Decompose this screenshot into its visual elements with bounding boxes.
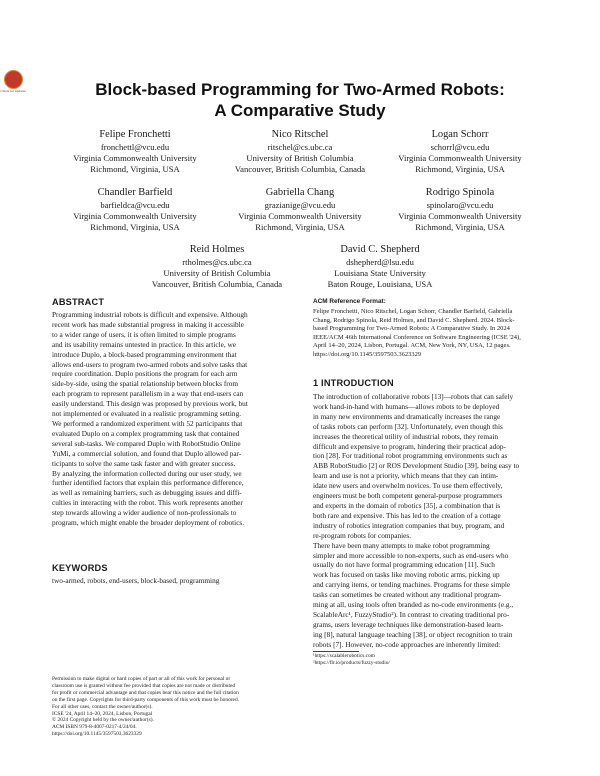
introduction-heading: 1 INTRODUCTION: [313, 378, 394, 388]
author-location: Richmond, Virginia, USA: [90, 222, 180, 233]
introduction-line: grams, users leverage techniques like demonstration-based learn-: [313, 619, 504, 629]
author-block: [210, 128, 390, 176]
abstract-line: step towards allowing a wider audience of non-professionals to: [52, 508, 237, 518]
author-block: [127, 243, 307, 291]
introduction-line: of tasks robots can perform [32]. Unfortunately, even though this: [313, 421, 503, 431]
author-affiliation: Virginia Commonwealth University: [73, 153, 197, 164]
permission-line: on the first page. Copyrights for third-party components of this work must be honored.: [52, 696, 239, 703]
author-affiliation: University of British Columbia: [163, 268, 271, 279]
author-email: barfieldca@vcu.edu: [100, 200, 170, 210]
paper-title: [60, 80, 540, 121]
author-affiliation: Louisiana State University: [334, 268, 426, 279]
abstract-line: ticipants to solve the same task faster and with greater success.: [52, 458, 236, 468]
acm-reference-heading: ACM Reference Format:: [313, 298, 386, 305]
author-affiliation: Virginia Commonwealth University: [238, 211, 362, 222]
abstract-line: to a wider range of users, it is often limited to simple programs: [52, 329, 236, 339]
author-email: fronchettl@vcu.edu: [100, 142, 170, 152]
author-location: Richmond, Virginia, USA: [255, 222, 345, 233]
acm-reference-line: https://doi.org/10.1145/3597503.3623329: [313, 350, 422, 358]
permission-line: Permission to make digital or hard copies of part or all of this work for personal or: [52, 676, 231, 682]
paper-title-line-1: Block-based Programming for Two-Armed Robots:: [95, 80, 505, 99]
acm-reference-line: based Programming for Two-Armed Robots: A Comparative Study. In 2024: [313, 325, 510, 333]
abstract-heading: ABSTRACT: [52, 297, 105, 307]
permission-line: https://doi.org/10.1145/3597503.3623329: [52, 731, 142, 738]
abstract-line: evaluated Duplo on a complex programming task that contained: [52, 428, 240, 438]
author-email: spinolaro@vcu.edu: [426, 200, 494, 210]
author-location: Baton Rouge, Louisiana, USA: [327, 279, 433, 290]
author-affiliation: Virginia Commonwealth University: [73, 211, 197, 222]
acm-reference-line: Chang, Rodrigo Spinola, Reid Holmes, and David C. Shepherd. 2024. Block-: [313, 316, 515, 324]
introduction-line: industry of robotics integration companies that buy, program, and: [313, 520, 505, 530]
author-block: [370, 128, 550, 176]
abstract-line: Programming industrial robots is difficult and expensive. Although: [52, 310, 248, 319]
permission-line: ACM ISBN 979-8-4007-0217-4/24/04.: [52, 724, 137, 731]
introduction-line: tasks can sometimes be created without any traditional program-: [313, 590, 502, 600]
author-location: Richmond, Virginia, USA: [90, 164, 180, 175]
check-for-updates-icon[interactable]: [4, 70, 23, 89]
permission-line: For all other uses, contact the owner/author(s).: [52, 703, 153, 710]
author-block: [45, 186, 225, 234]
author-block: [290, 243, 470, 291]
abstract-line: easily understand. This design was proposed by previous work, but: [52, 399, 248, 409]
permission-line: ICSE '24, April 14–20, 2024, Lisbon, Portugal: [52, 710, 153, 717]
abstract-line: and its usability remains untested in practice. In this article, we: [52, 339, 236, 349]
author-name: Reid Holmes: [189, 244, 245, 255]
author-location: Vancouver, British Columbia, Canada: [151, 279, 283, 290]
introduction-line: and experts in the domain of robotics [35], a combination that is: [313, 500, 501, 510]
introduction-line: The introduction of collaborative robots [13]—robots that can safely: [313, 392, 514, 401]
author-email: dshepherd@lsu.edu: [346, 257, 414, 267]
abstract-line: allows end-users to program two-armed robots and solve tasks that: [52, 359, 248, 369]
introduction-line: ABB RobotStudio [2] or ROS Development Studio [39], being easy to: [313, 461, 520, 471]
permission-line: © 2024 Copyright held by the owner/author(s).: [52, 717, 154, 724]
author-email: schorrl@vcu.edu: [430, 142, 490, 152]
abstract-line: We performed a randomized experiment with 52 participants that: [52, 418, 243, 428]
abstract-line: not implemented or evaluated in a realistic programming setting.: [52, 409, 242, 419]
author-affiliation: University of British Columbia: [246, 153, 354, 164]
check-for-updates-label: Check for updates: [0, 89, 26, 93]
permission-line: classroom use is granted without fee provided that copies are not made or distributed: [52, 682, 236, 689]
author-name: Gabriella Chang: [265, 187, 335, 198]
abstract-line: culties in interacting with the robot. This work represents another: [52, 498, 243, 508]
acm-reference-body: [313, 308, 553, 360]
introduction-line: both rare and expensive. This has led to the creation of a cottage: [313, 510, 501, 520]
paper-title-line-2: A Comparative Study: [214, 100, 386, 120]
introduction-line: engineers must be both competent general-purpose programmers: [313, 491, 503, 501]
abstract-line: each program to represent parallelism in a way that end-users can: [52, 389, 244, 399]
author-block: [210, 186, 390, 234]
introduction-line: ScalableArc¹, FuzzyStudio²). In contrast to creating traditional pro-: [313, 609, 510, 619]
keywords-text: two-armed, robots, end-users, block-based, programming: [52, 576, 220, 585]
introduction-line: There have been many attempts to make robot programming: [313, 540, 490, 550]
abstract-body: [52, 310, 292, 528]
author-email: grazianige@vcu.edu: [264, 200, 336, 210]
author-block: [370, 186, 550, 234]
permission-line: for profit or commercial advantage and that copies bear this notice and the full citation: [52, 689, 239, 696]
footnote-line: ¹https://scalablerobotics.com: [313, 653, 375, 659]
author-name: Rodrigo Spinola: [425, 187, 495, 198]
abstract-line: further identified factors that explain this performance difference,: [52, 478, 244, 488]
introduction-line: tion [28]. For traditional robot programming environments such as: [313, 451, 508, 461]
acm-reference-line: IEEE/ACM 46th International Conference on Software Engineering (ICSE '24),: [313, 333, 521, 341]
introduction-line: re-program robots for companies.: [313, 530, 412, 540]
author-location: Richmond, Virginia, USA: [415, 222, 505, 233]
footnote-line: ²https://flr.io/products/fuzzy-studio/: [313, 659, 390, 666]
keywords-heading: KEYWORDS: [52, 563, 108, 573]
introduction-line: ming at all, using tools often branded as no-code environments (e.g.,: [313, 600, 514, 610]
introduction-line: in many new environments and dramatically increases the range: [313, 411, 501, 421]
abstract-line: as well as remaining barriers, such as debugging issues and diffi-: [52, 488, 242, 498]
author-name: David C. Shepherd: [340, 244, 420, 255]
introduction-line: simpler and more accessible to non-experts, such as end-users who: [313, 550, 509, 560]
introduction-body: [313, 392, 553, 650]
author-email: rtholmes@cs.ubc.ca: [182, 257, 252, 267]
abstract-line: recent work has made substantial progress in making it accessible: [52, 319, 244, 329]
introduction-line: usually do not have formal programming education [11]. Such: [313, 560, 495, 570]
introduction-line: difficult and expensive to program, hindering their practical adop-: [313, 441, 506, 451]
abstract-line: introduce Duplo, a block-based programming environment that: [52, 349, 237, 359]
author-name: Logan Schorr: [431, 129, 489, 140]
author-email: ritschel@cs.ubc.ca: [267, 142, 333, 152]
abstract-line: program, which might enable the broader deployment of robotics.: [52, 518, 245, 528]
author-name: Felipe Fronchetti: [99, 129, 171, 140]
introduction-line: ing [8], natural language teaching [38], or object recognition to train: [313, 629, 513, 639]
introduction-line: idate new users and overwhelm novices. To use them effectively,: [313, 481, 503, 491]
abstract-line: side-by-side, using the spatial relationship between blocks from: [52, 379, 239, 389]
permission-notice: [52, 676, 292, 738]
author-block: [45, 128, 225, 176]
introduction-line: increases the theoretical utility of industrial robots, they remain: [313, 431, 499, 441]
introduction-line: work has focused on tasks like moving robotic arms, picking up: [313, 570, 500, 580]
author-name: Nico Ritschel: [271, 129, 329, 140]
introduction-line: and carrying items, or tending machines. Programs for these simple: [313, 580, 511, 590]
introduction-line: work hand-in-hand with humans—allows robots to be deployed: [313, 401, 500, 411]
introduction-line: robots [7]. However, no-code approaches are inherently limited:: [313, 639, 501, 649]
acm-reference-line: April 14–20, 2024, Lisbon, Portugal. ACM, New York, NY, USA, 12 pages.: [313, 342, 511, 350]
author-location: Richmond, Virginia, USA: [415, 164, 505, 175]
abstract-line: By analyzing the information collected during our user study, we: [52, 468, 242, 478]
author-location: Vancouver, British Columbia, Canada: [234, 164, 366, 175]
author-affiliation: Virginia Commonwealth University: [398, 153, 522, 164]
abstract-line: require coordination. Duplo positions the program for each arm: [52, 369, 238, 379]
author-affiliation: Virginia Commonwealth University: [398, 211, 522, 222]
introduction-line: learn and use is not a priority, which means that they can intim-: [313, 471, 499, 481]
acm-reference-line: Felipe Fronchetti, Nico Ritschel, Logan Schorr, Chandler Barfield, Gabriella: [313, 308, 513, 315]
footnote-rule: [313, 651, 359, 652]
footnotes: [313, 653, 553, 667]
author-name: Chandler Barfield: [97, 187, 173, 198]
abstract-line: several sub-tasks. We compared Duplo with RobotStudio Online: [52, 438, 241, 448]
abstract-line: YuMi, a commercial solution, and found that Duplo allowed par-: [52, 448, 242, 458]
